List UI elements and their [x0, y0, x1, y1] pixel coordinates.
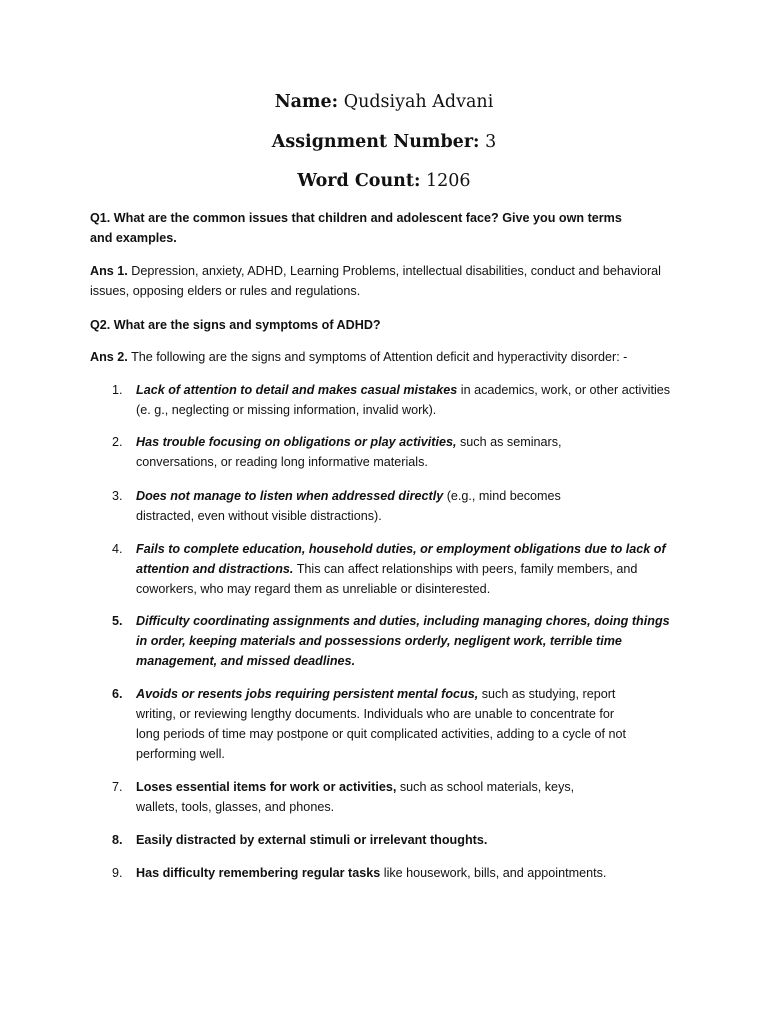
list-item-number: 7.	[112, 780, 123, 794]
assignment-line	[0, 132, 768, 152]
list-item-text: in academics, work, or other activities (e. g., neglecting or missing information, invalid work).	[136, 383, 671, 417]
list-item-text: This can affect relationships with peers, family members, and coworkers, who may regard them as unreliable or disinterested.	[136, 562, 638, 596]
wordcount-line	[0, 171, 768, 191]
name-line	[0, 92, 768, 112]
list-item-text: such as seminars, conversations, or reading long informative materials.	[136, 435, 562, 469]
list-item-emphasis: Does not manage to listen when addressed directly	[136, 489, 444, 503]
list-item-text: such as studying, report writing, or reviewing lengthy documents. Individuals who are unable to concentrate for long periods of time may postpone or quit complicated activities, adding to a cycle of not performing well.	[136, 687, 627, 761]
list-item-emphasis: Difficulty coordinating assignments and duties, including managing chores, doing things in order, keeping materials and possessions orderly, negligent work, terrible time management, and missed deadlines.	[136, 614, 670, 668]
name-value: Qudsiyah Advani	[343, 92, 494, 112]
answer-1	[90, 261, 680, 301]
list-item-number: 6.	[112, 687, 123, 701]
list-item-number: 9.	[112, 866, 123, 880]
list-item-emphasis: Fails to complete education, household duties, or employment obligations due to lack of attention and distractions.	[136, 542, 666, 576]
list-item-emphasis: Loses essential items for work or activities,	[136, 780, 397, 794]
list-item-text: (e.g., mind becomes distracted, even without visible distractions).	[136, 489, 561, 523]
wordcount-value: 1206	[426, 171, 471, 191]
answer-2-label: Ans 2.	[90, 350, 128, 364]
list-item-text: like housework, bills, and appointments.	[383, 866, 607, 880]
name-label: Name:	[274, 92, 339, 112]
list-item-number: 1.	[112, 383, 123, 397]
answer-2	[90, 347, 710, 367]
list-item-emphasis: Has difficulty remembering regular tasks	[136, 866, 381, 880]
list-item-text: such as school materials, keys, wallets, tools, glasses, and phones.	[136, 780, 575, 814]
list-item-number: 8.	[112, 833, 123, 847]
list-item-emphasis: Easily distracted by external stimuli or irrelevant thoughts.	[136, 833, 488, 847]
list-item-number: 2.	[112, 435, 123, 449]
list-item-emphasis: Avoids or resents jobs requiring persistent mental focus,	[136, 687, 479, 701]
answer-2-text: The following are the signs and symptoms of Attention deficit and hyperactivity disorder: -	[131, 350, 628, 364]
list-item-emphasis: Lack of attention to detail and makes casual mistakes	[136, 383, 458, 397]
question-1: Q1. What are the common issues that children and adolescent face? Give you own terms and examples.	[90, 211, 622, 245]
list-item-number: 5.	[112, 614, 123, 628]
question-2: Q2. What are the signs and symptoms of ADHD?	[90, 318, 381, 332]
assignment-value: 3	[485, 132, 497, 152]
list-item-number: 4.	[112, 542, 123, 556]
list-item-emphasis: Has trouble focusing on obligations or play activities,	[136, 435, 457, 449]
answer-1-label: Ans 1.	[90, 264, 128, 278]
answer-1-text: Depression, anxiety, ADHD, Learning Problems, intellectual disabilities, conduct and behavioral issues, opposing elders or rules and regulations.	[90, 264, 661, 298]
list-item-number: 3.	[112, 489, 123, 503]
assignment-label: Assignment Number:	[271, 132, 480, 152]
wordcount-label: Word Count:	[297, 171, 421, 191]
